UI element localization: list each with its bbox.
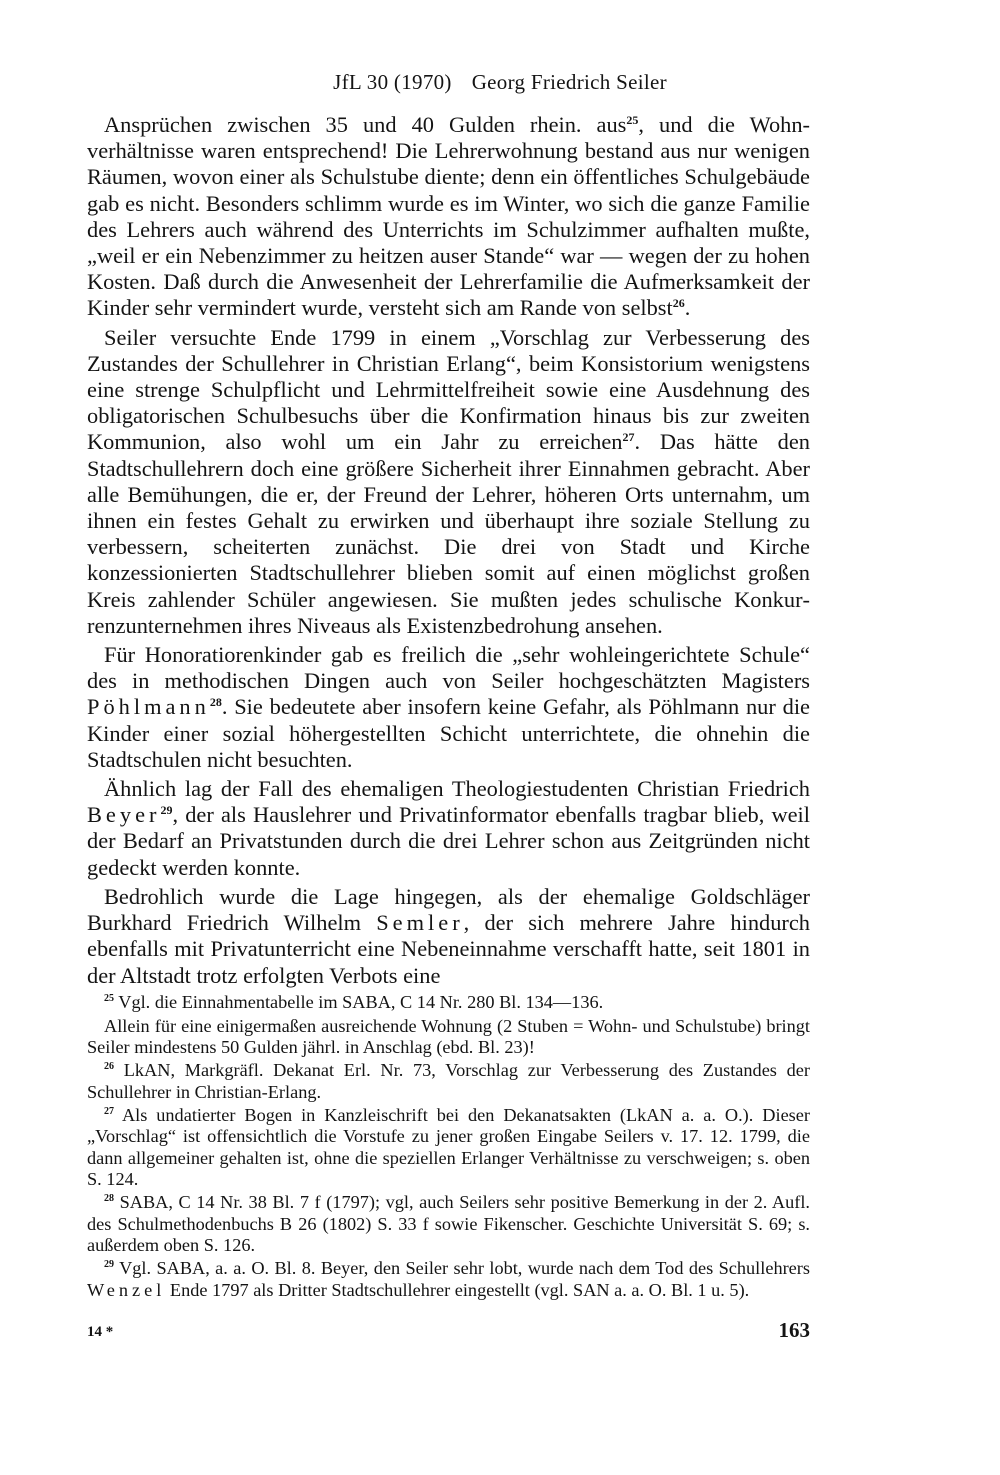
footnote-27: $^{27}$ Als undatierter Bogen in Kanzleischrift bei den Dekanatsakten (LkAN a. a. O.). Dieser „Vorschlag“ ist offensichtlich die Vorstufe zu jener großen Eingabe Seilers v. 17. 12. 1799, die dann allgemeiner gehalten ist, ohne die speziellen Erlanger Verhältnisse zu verschweigen; s. oben S. 124.: [87, 1105, 810, 1189]
spaced-name-semler: Semler: [376, 910, 464, 936]
footnote-25: $^{25}$ Vgl. die Einnahmentabelle im SABA, C 14 Nr. 280 Bl. 134—136.: [104, 992, 604, 1012]
footnote-28: $^{28}$ SABA, C 14 Nr. 38 Bl. 7 f (1797); vgl, auch Seilers sehr positive Bemerkung in der 2. Aufl. des Schulmethodenbuchs B 26 (1802) S. 33 f sowie Fikenscher. Geschichte Universität S. 69; s. außerdem oben S. 126.: [87, 1192, 810, 1255]
running-title: Georg Friedrich Seiler: [471, 70, 667, 94]
footnote-25-continued: Allein für eine einigermaßen ausreichende Wohnung (2 Stuben = Wohn- und Schulstube) bringt Seiler mindestens 50 Gulden jährl. in Anschlag (ebd. Bl. 23)!: [87, 1015, 810, 1057]
footnote-ref-26[interactable]: 26: [672, 296, 685, 311]
footnote-ref-29[interactable]: 29: [160, 803, 173, 818]
journal-reference: JfL 30 (1970): [333, 70, 452, 94]
footnotes: [87, 992, 810, 1303]
page-number: 163: [778, 1318, 810, 1342]
paragraph-4: Ähnlich lag der Fall des ehemaligen Theologiestudenten Christian Friedrich Beyer$^{29}$, der als Hauslehrer und Privatinformator ebenfalls tragbar blieb, weil der Bedarf an Privatstunden durch die drei Lehrer schon aus Zeitgründen nicht gedeckt werden konnte.: [87, 776, 810, 880]
footnote-ref-27[interactable]: 27: [622, 430, 635, 445]
paragraph-2: Seiler versuchte Ende 1799 in einem „Vorschlag zur Verbesserung des Zustandes der Schullehrer in Christian Erlang“, beim Konsistorium wenigstens eine strenge Schulpflicht und Lehrmittelfreiheit sowie eine Ausdehnung des obligatorischen Schulbesuchs über die Konfirmation hinaus bis zur zweiten Kommunion, also wohl um ein Jahr zu erreichen$^{27}$. Das hätte den Stadtschullehrern doch eine größere Sicherheit ihrer Einnahmen gebracht. Aber alle Bemühungen, die er, der Freund der Lehrer, höheren Orts unternahm, um ihnen ein festes Gehalt zu erwirken und überhaupt ihre soziale Stellung zu verbessern, scheiterten zunächst. Die drei von Stadt und Kirche konzessionierten Stadtschullehrer blieben somit auf einen möglichst großen Kreis zahlender Schüler angewiesen. Sie mußten jedes schulische Konkurrenzunternehmen ihres Niveaus als Existenzbedrohung ansehen.: [87, 324, 810, 638]
spaced-name-wenzel: Wenzel: [87, 1279, 166, 1300]
paragraph-5: Bedrohlich wurde die Lage hingegen, als der ehemalige Goldschläger Burkhard Friedrich Wilhelm Semler, der sich mehrere Jahre hindurch ebenfalls mit Privatunterricht eine Nebeneinnahme verschafft hatte, seit 1801 in der Altstadt trotz erfolgten Verbots eine: [87, 883, 810, 988]
printer-signature-mark: 14 *: [87, 1324, 114, 1340]
footnote-ref-28[interactable]: 28: [209, 695, 222, 710]
paragraph-1: Ansprüchen zwischen 35 und 40 Gulden rhein. aus$^{25}$, und die Wohnverhältnisse waren entsprechend! Die Lehrerwohnung bestand aus nur wenigen Räumen, wovon einer als Schulstube diente; denn ein öffentliches Schulgebäude gab es nicht. Besonders schlimm wurde es im Winter, wo sich die ganze Familie des Lehrers auch während des Unterrichts im Schulzimmer aufhalten mußte, „weil er ein Nebenzimmer zu heitzen auser Stande“ war — wegen der zu hohen Kosten. Daß durch die Anwesenheit der Lehrerfamilie die Aufmerksamkeit der Kinder sehr vermindert wurde, versteht sich am Rande von selbst$^{26}$.: [87, 112, 811, 321]
footnote-26: $^{26}$ LkAN, Markgräfl. Dekanat Erl. Nr. 73, Vorschlag zur Verbesserung des Zustandes der Schullehrer in Christian-Erlang.: [87, 1060, 810, 1102]
spaced-name-poehlmann: Pöhlmann: [87, 694, 210, 720]
footnote-29: $^{29}$ Vgl. SABA, a. a. O. Bl. 8. Beyer, den Seiler sehr lobt, wurde nach dem Tod des Schullehrers Wenzel Ende 1797 als Dritter Stadtschullehrer eingestellt (vgl. SAN a. a. O. Bl. 1 u. 5).: [87, 1258, 810, 1300]
footnote-ref-25[interactable]: 25: [626, 113, 639, 127]
paragraph-3: Für Honoratiorenkinder gab es freilich die „sehr wohleingerichtete Schule“ des in methodischen Dingen auch von Seiler hochgeschätzten Magisters Pöhlmann$^{28}$. Sie bedeutete aber insofern keine Gefahr, als Pöhlmann nur die Kinder einer sozial höhergestellten Schicht unterrichtete, die ohnehin die Stadtschulen nicht besuchten.: [87, 642, 810, 772]
running-header: [0, 70, 1000, 95]
body-text: [87, 112, 810, 989]
spaced-name-beyer: Beyer: [87, 802, 161, 828]
